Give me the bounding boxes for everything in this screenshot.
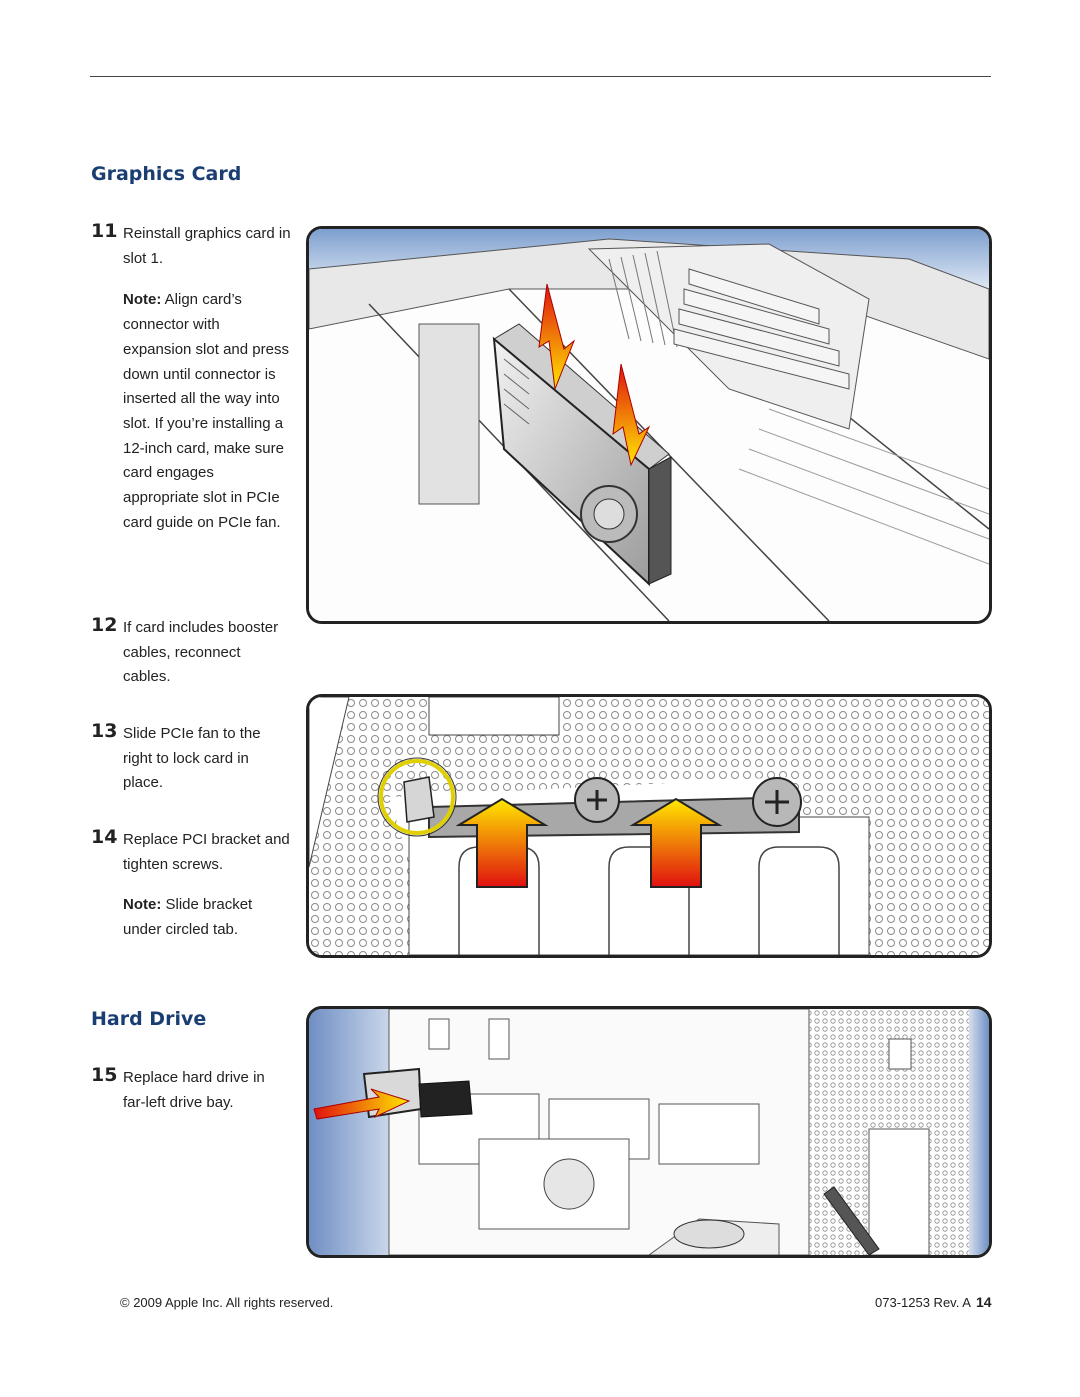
step-number: 11: [91, 220, 118, 242]
step-text: [123, 616, 291, 690]
step-number: 13: [91, 720, 118, 742]
illustration-pci-bracket: [306, 694, 992, 958]
note-label: Note:: [123, 896, 162, 914]
step-number: 14: [91, 826, 118, 848]
note-label: Note:: [123, 291, 162, 309]
step-text: [123, 722, 291, 796]
step-instruction: Replace hard drive in far-left drive bay.: [123, 1069, 265, 1111]
section-title-graphics-card: Graphics Card: [91, 163, 242, 185]
step-instruction: Reinstall graphics card in slot 1.: [123, 225, 291, 267]
footer-doc-number: 073-1253 Rev. A: [875, 1295, 971, 1310]
step-text: [123, 222, 291, 535]
step-note: [123, 288, 291, 535]
step-instruction: If card includes booster cables, reconnect cables.: [123, 619, 279, 686]
footer-copyright: © 2009 Apple Inc. All rights reserved.: [120, 1295, 334, 1310]
step-text: [123, 1066, 291, 1115]
illustration-graphics-card-install: [306, 226, 992, 624]
note-text: Slide bracket under circled tab.: [123, 896, 253, 939]
section-title-hard-drive: Hard Drive: [91, 1008, 207, 1030]
header-rule: [90, 76, 991, 77]
step-text: [123, 828, 291, 943]
note-text: Align card’s connector with expansion slot and press down until connector is inserted all the way into slot. If you’re installing a 12-inch card, make sure card engages appropriate slot in PCIe card guide on PCIe fan.: [123, 291, 289, 531]
footer-page-number: 14: [976, 1294, 992, 1310]
step-note: [123, 893, 291, 942]
step-number: 12: [91, 614, 118, 636]
illustration-hard-drive-install: [306, 1006, 992, 1258]
step-number: 15: [91, 1064, 118, 1086]
step-instruction: Replace PCI bracket and tighten screws.: [123, 831, 290, 873]
step-instruction: Slide PCIe fan to the right to lock card in place.: [123, 725, 261, 792]
